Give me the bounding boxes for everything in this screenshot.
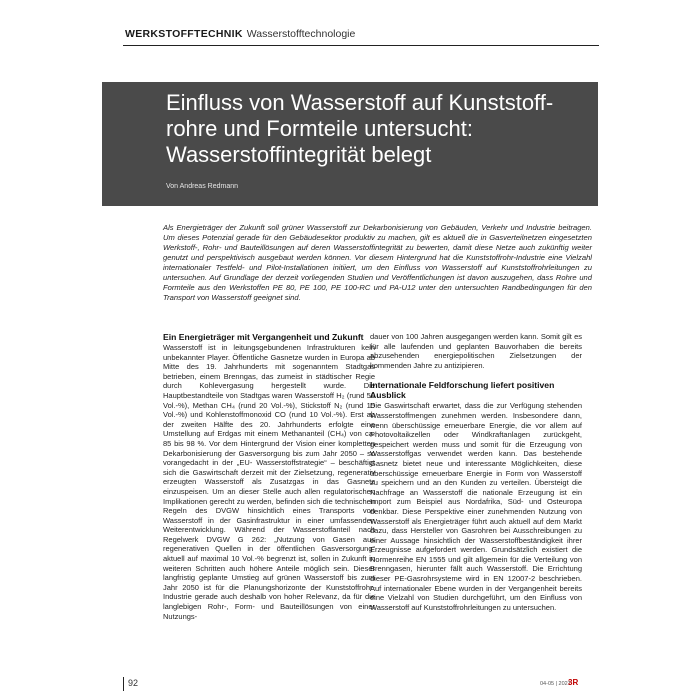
- column-left: [163, 332, 375, 621]
- title-banner: [102, 82, 598, 206]
- header-category: WERKSTOFFTECHNIK: [125, 28, 243, 40]
- article-title: Einfluss von Wasserstoff auf Kunststoffrohre und Formteile untersucht: Wasserstoffintegrität belegt: [166, 90, 554, 167]
- section-heading: Ein Energieträger mit Vergangenheit und Zukunft: [163, 332, 364, 342]
- header-divider: [123, 45, 599, 46]
- section-body: Wasserstoff ist in leitungsgebundenen Infrastrukturen kein unbekannter Player. Öffentliche Gasnetze wurden in Europa ab Mitte des 19. Jahrhunderts mit sogenanntem Stadtgas betrieben, einem Brenngas, das zumeist in städtischer Regie durch Kohlevergasung hergestellt wurde. Die Hauptbestandteile von Stadtgas waren Wasserstoff H₂ (rund 50 Vol.-%), Methan CH₄ (rund 20 Vol.-%), Stickstoff N₂ (rund 15 Vol.-%) und Kohlenstoffmonoxid CO (rund 10 Vol.-%). Erst ab der zweiten Hälfte des 20. Jahrhunderts erfolgte eine Umstellung auf Erdgas mit einem Methananteil (CH₄) von ca. 85 bis 98 %. Vor dem Hintergrund der Vision einer kompletten Dekarbonisierung der Gasversorgung bis zum Jahr 2050 – so vorangedacht in der „EU- Wasserstoffstrategie“ – beschäftigt sich die Gaswirtschaft derzeit mit der Zielsetzung, regenerativ erzeugten Wasserstoff als Zusatzgas in das Gasnetz einzuspeisen. Um an dieser Stelle auch allen regulatorischen Implikationen gerecht zu werden, befinden sich die technischen Regeln des DVGW hinsichtlich eines Transports von Wasserstoff in der Gasinfrastruktur in einer umfassenden Weiterentwicklung. Während der Wasserstoffanteil nach Regelwerk DVGW G 262: „Nutzung von Gasen aus regenerativen Quellen in der öffentlichen Gasversorgung“ aktuell auf maximal 10 Vol.-% begrenzt ist, sollen in Zukunft in weiteren Schritten auch höhere Anteile möglich sein. Dieser langfristig geplante Umstieg auf grünen Wasserstoff bis zum Jahr 2050 ist für die Planungshorizonte der Kunststoffrohr-Industrie gerade auch deshalb von hoher Relevanz, da für die langlebigen Rohr-, Form- und Bauteillösungen von einer Nutzungs-: [163, 343, 375, 621]
- publication-logo: 3R: [568, 678, 579, 687]
- running-header: [125, 28, 355, 40]
- section-body: Die Gaswirtschaft erwartet, dass die zur Verfügung stehenden Wasserstoffmengen zunehmen werden. Insbesondere dann, wenn überschüssige erneuerbare Energie, die vor allem auf Photovoltaikzellen oder Windkraftanlagen zurückgeht, gespeichert werden muss und somit für die Erzeugung von Wasserstoffgas verwendet werden kann. Das bestehende Gasnetz bietet neue und interessante Möglichkeiten, diese überschüssige erneuerbare Energie in Form von Wasserstoff zu speichern und an den Kunden zu verteilen. Übersteigt die Nachfrage an Wasserstoff die nationale Erzeugung ist ein Import zum Beispiel aus Nordafrika, Süd- und Osteuropa denkbar. Diese Perspektive einer zunehmenden Nutzung von Wasserstoff als Energieträger führt auch aktuell auf dem Markt dazu, dass Hersteller von Gasrohren bei Ausschreibungen zu einer Aussage hinsichtlich der Wasserstoffbeständigkeit ihrer Erzeugnisse aufgefordert werden. Grundsätzlich existiert die Normenreihe EN 1555 und gilt allgemein für die Verteilung von Brenngasen, hierunter fällt auch Wasserstoff. Die Errichtung dieser PE-Gasrohrsysteme wird in EN 12007-2 beschrieben. Auf internationaler Ebene wurden in der Vergangenheit bereits eine Vielzahl von Studien durchgeführt, um den Einfluss von Wasserstoff auf Kunststoffrohrleitungen zu untersuchen.: [370, 401, 582, 612]
- article-author: Von Andreas Redmann: [166, 183, 238, 190]
- section-heading: Internationale Feldforschung liefert positiven Ausblick: [370, 380, 555, 401]
- header-subcategory: Wasserstofftechnologie: [246, 28, 356, 40]
- column-right: [370, 332, 582, 612]
- section-body-continued: dauer von 100 Jahren ausgegangen werden kann. Somit gilt es für alle laufenden und geplanten Bauvorhaben die bereits abzusehenden energiepolitischen Zielsetzungen der kommenden Jahre zu antizipieren.: [370, 332, 582, 370]
- issue-info: 04-05 | 2021: [540, 681, 571, 687]
- article-abstract: Als Energieträger der Zukunft soll grüner Wasserstoff zur Dekarbonisierung von Gebäuden, Verkehr und Industrie beitragen. Um dieses Potenzial gerade für den Gebäudesektor produktiv zu machen, gilt es aktuell die in Gasverteilnetzen eingesetzten Werkstoff-, Rohr- und Bauteillösungen auf deren Wasserstoffintegrität zu bewerten, damit diese Netze auch zukünftig weiter genutzt und perspektivisch ausgebaut werden können. Vor diesem Hintergrund hat die Kunststoffrohr-Industrie eine Vielzahl internationaler Testfeld- und Pilot-Installationen initiiert, um den Einfluss von Wasserstoff auf Kunststoffrohrleitungen zu untersuchen. Auf Grundlage der derzeit vorliegenden Studien und Veröffentlichungen ist davon auszugehen, dass Rohre und Formteile aus den Werkstoffen PE 80, PE 100, PE 100-RC und PA-U12 unter den untersuchten Randbedingungen für den Transport von Wasserstoff geeignet sind.: [163, 223, 592, 302]
- paragraph-gap: [370, 370, 582, 380]
- page-number: 92: [128, 678, 139, 688]
- footer-divider: [123, 677, 124, 691]
